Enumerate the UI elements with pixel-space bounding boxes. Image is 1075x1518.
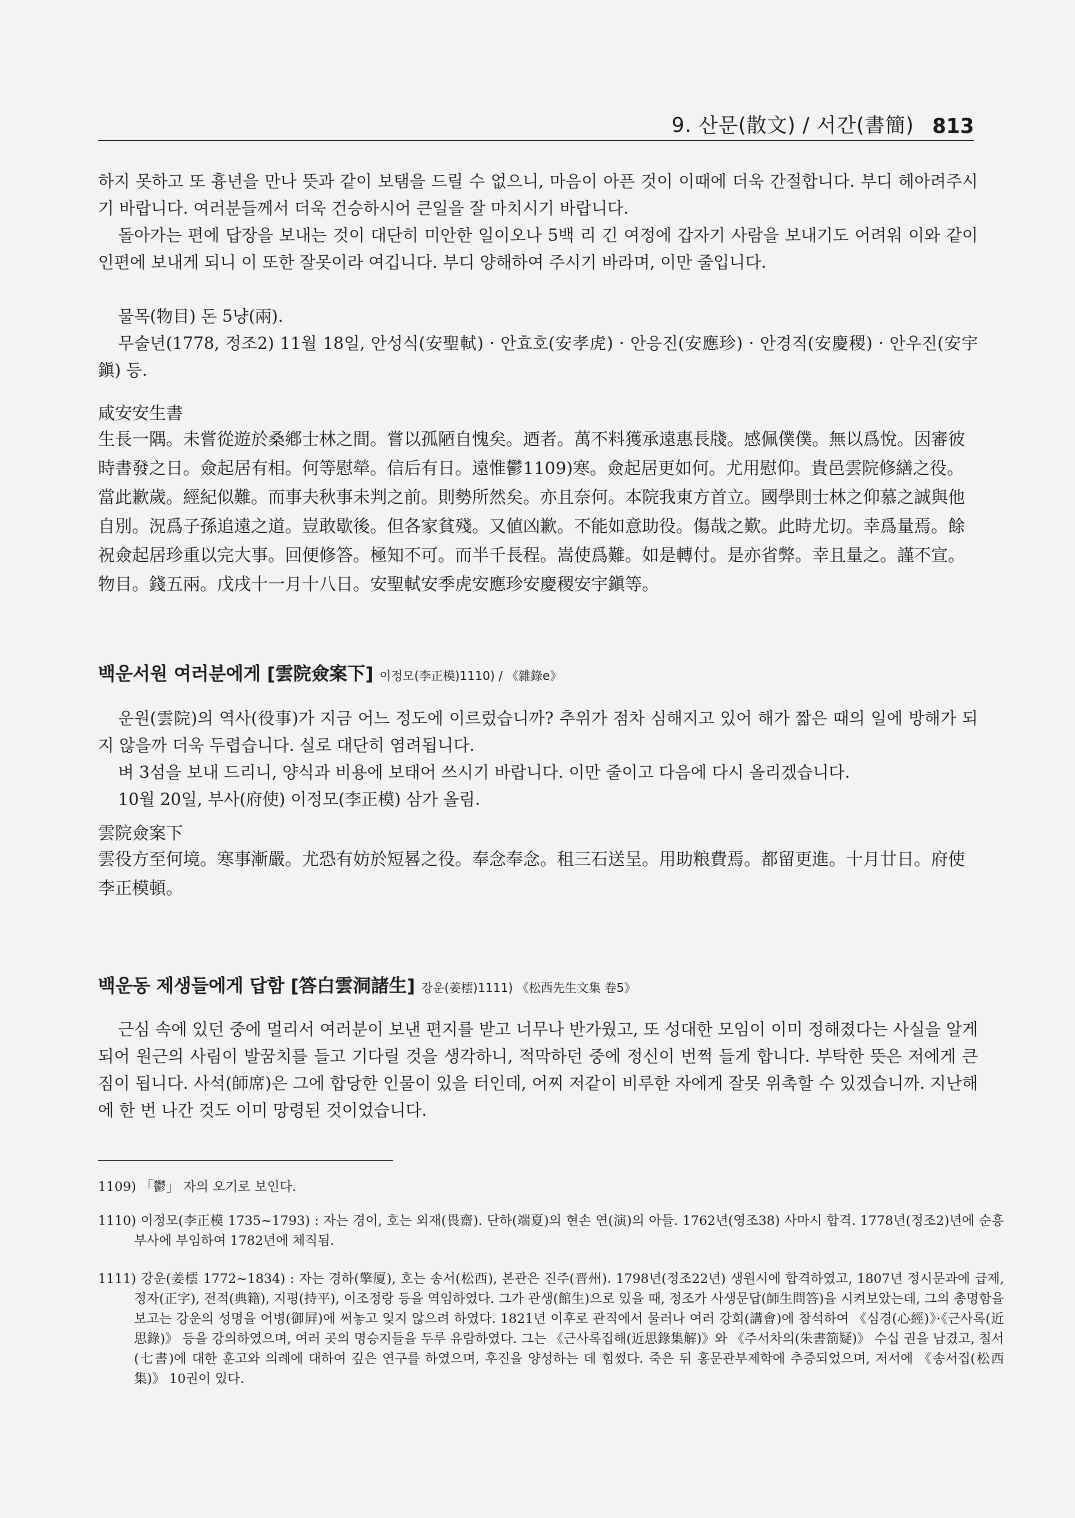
section3-source: 강운(姜橒)1111) 《松西先生文集 卷5》 — [421, 981, 637, 995]
letter1-paragraph-2: 돌아가는 편에 답장을 보내는 것이 대단히 미안한 일이오나 5백 리 긴 여정에 갑자기 사람을 보내기도 어려워 이와 같이 인편에 보내게 되니 이 또한 잘못이라 여깁니다. 부디 양해하여 주시기 바라며, 이만 줄입니다. — [98, 226, 978, 272]
footnote-1111: 1111) 강운(姜橒 1772~1834) : 자는 경하(擎厦), 호는 송서(松西), 본관은 진주(晋州). 1798년(정조22년) 생원시에 합격하였고, 1807년 정시문과에 급제, 정자(正字), 전적(典籍), 지평(持平), 이조정랑 등을 역임하였다. 그가 관생(館生)으로 있을 때, 정조가 사생문답(師生問答)을 시켜보았는데, 그의 총명함을 보고는 강운의 성명을 어병(御屛)에 써놓고 잊지 않으려 하였다. 1821년 이후로 관직에서 물러나 여러 강회(講會)에 참석하여 《심경(心經)》·《근사록(近思錄)》 등을 강의하였으며, 여러 곳의 명승지들을 두루 유람하였다. 그는 《근사록집해(近思錄集解)》와 《주서차의(朱書箚疑)》 수십 권을 남겼고, 칠서(七書)에 대한 훈고와 의례에 대하여 깊은 연구를 하였으며, 후진을 양성하는 데 힘썼다. 죽은 뒤 홍문관부제학에 추증되었으며, 저서에 《송서집(松西集)》 10권이 있다. — [98, 1272, 1004, 1387]
letter1-hanja-text: 生長一隅。未嘗從遊於桑鄕士林之間。嘗以孤陋自愧矣。迺者。萬不料獲承遠惠長牋。感佩僕僕。無以爲悅。因審彼時書發之日。僉起居有相。何等慰犖。信后有日。遠惟鬱1109)寒。僉起居更如何。尤用慰仰。貴邑雲院修繕之役。當此歉歲。經紀似難。而事夫秋事未判之前。則勢所然矣。亦且奈何。本院我東方首立。國學則士林之仰慕之誠與他自別。況爲子孫追遠之道。豈敢歇後。但各家貧殘。又値凶歉。不能如意助役。傷哉之歎。此時尤切。幸爲量焉。餘祝僉起居珍重以完大事。回便修答。極知不可。而半千長程。嵩使爲難。如是轉付。是亦省弊。幸且量之。謹不宣。物目。錢五兩。戊戌十一月十八日。安聖軾安季虎安應珍安慶稷安宇鎭等。 — [98, 430, 965, 595]
section3-title: 백운동 제생들에게 답함 [答白雲洞諸生] — [98, 976, 416, 997]
letter1-signature: 무술년(1778, 정조2) 11월 18일, 안성식(安聖軾) · 안효호(安孝虎) · 안응진(安應珍) · 안경직(安慶稷) · 안우진(安宇鎭) 등. — [98, 334, 978, 380]
footnote-1110: 1110) 이정모(李正模 1735~1793) : 자는 경이, 호는 외재(畏齋). 단하(端夏)의 현손 연(演)의 아들. 1762년(영조38) 사마시 합격. 1778년(정조2)년에 순흥부사에 부임하여 1782년에 체직됨. — [98, 1214, 1004, 1249]
running-header — [98, 110, 974, 141]
running-title: 9. 산문(散文) / 서간(書簡) — [671, 113, 914, 137]
page-number: 813 — [932, 114, 974, 138]
letter3-paragraph-1: 근심 속에 있던 중에 멀리서 여러분이 보낸 편지를 받고 너무나 반가웠고, 또 성대한 모임이 이미 정해졌다는 사실을 알게 되어 원근의 사림이 발꿈치를 들고 기다릴 것을 생각하니, 적막하던 중에 정신이 번쩍 들게 합니다. 부탁한 뜻은 저에게 큰 짐이 됩니다. 사석(師席)은 그에 합당한 인물이 있을 터인데, 어찌 저같이 비루한 자에게 잘못 위촉할 수 있겠습니까. 지난해에 한 번 나간 것도 이미 망령된 것이었습니다. — [98, 1020, 978, 1120]
section3-heading — [98, 972, 978, 998]
letter2-hanja-text: 雲役方至何境。寒事漸嚴。尤恐有妨於短晷之役。奉念奉念。租三石送呈。用助粮費焉。都留更進。十月廿日。府使李正模頓。 — [98, 850, 965, 899]
section2-source: 이정모(李正模)1110) / 《雜錄e》 — [379, 669, 562, 683]
letter1-hanja-title: 咸安安生書 — [98, 404, 183, 424]
letter1-paragraph-1: 하지 못하고 또 흉년을 만나 뜻과 같이 보탬을 드릴 수 없으니, 마음이 아픈 것이 이때에 더욱 간절합니다. 부디 헤아려주시기 바랍니다. 여러분들께서 더욱 건승하시어 큰일을 잘 마치시기 바랍니다. — [98, 172, 978, 218]
letter2-paragraph-1: 운원(雲院)의 역사(役事)가 지금 어느 정도에 이르렀습니까? 추위가 점차 심해지고 있어 해가 짧은 때의 일에 방해가 되지 않을까 더욱 두렵습니다. 실로 대단히 염려됩니다. — [98, 709, 978, 755]
letter2-hanja-title: 雲院僉案下 — [98, 824, 183, 844]
letter1-items: 물목(物目) 돈 5냥(兩). — [118, 307, 284, 326]
footnote-1109: 1109) 「鬱」 자의 오기로 보인다. — [98, 1180, 297, 1195]
section2-heading — [98, 660, 978, 686]
letter2-signature: 10월 20일, 부사(府使) 이정모(李正模) 삼가 올림. — [118, 790, 481, 809]
letter2-paragraph-2: 벼 3섬을 보내 드리니, 양식과 비용에 보태어 쓰시기 바랍니다. 이만 줄이고 다음에 다시 올리겠습니다. — [118, 763, 850, 782]
section2-title: 백운서원 여러분에게 [雲院僉案下] — [98, 664, 374, 685]
footnote-divider — [98, 1160, 393, 1161]
